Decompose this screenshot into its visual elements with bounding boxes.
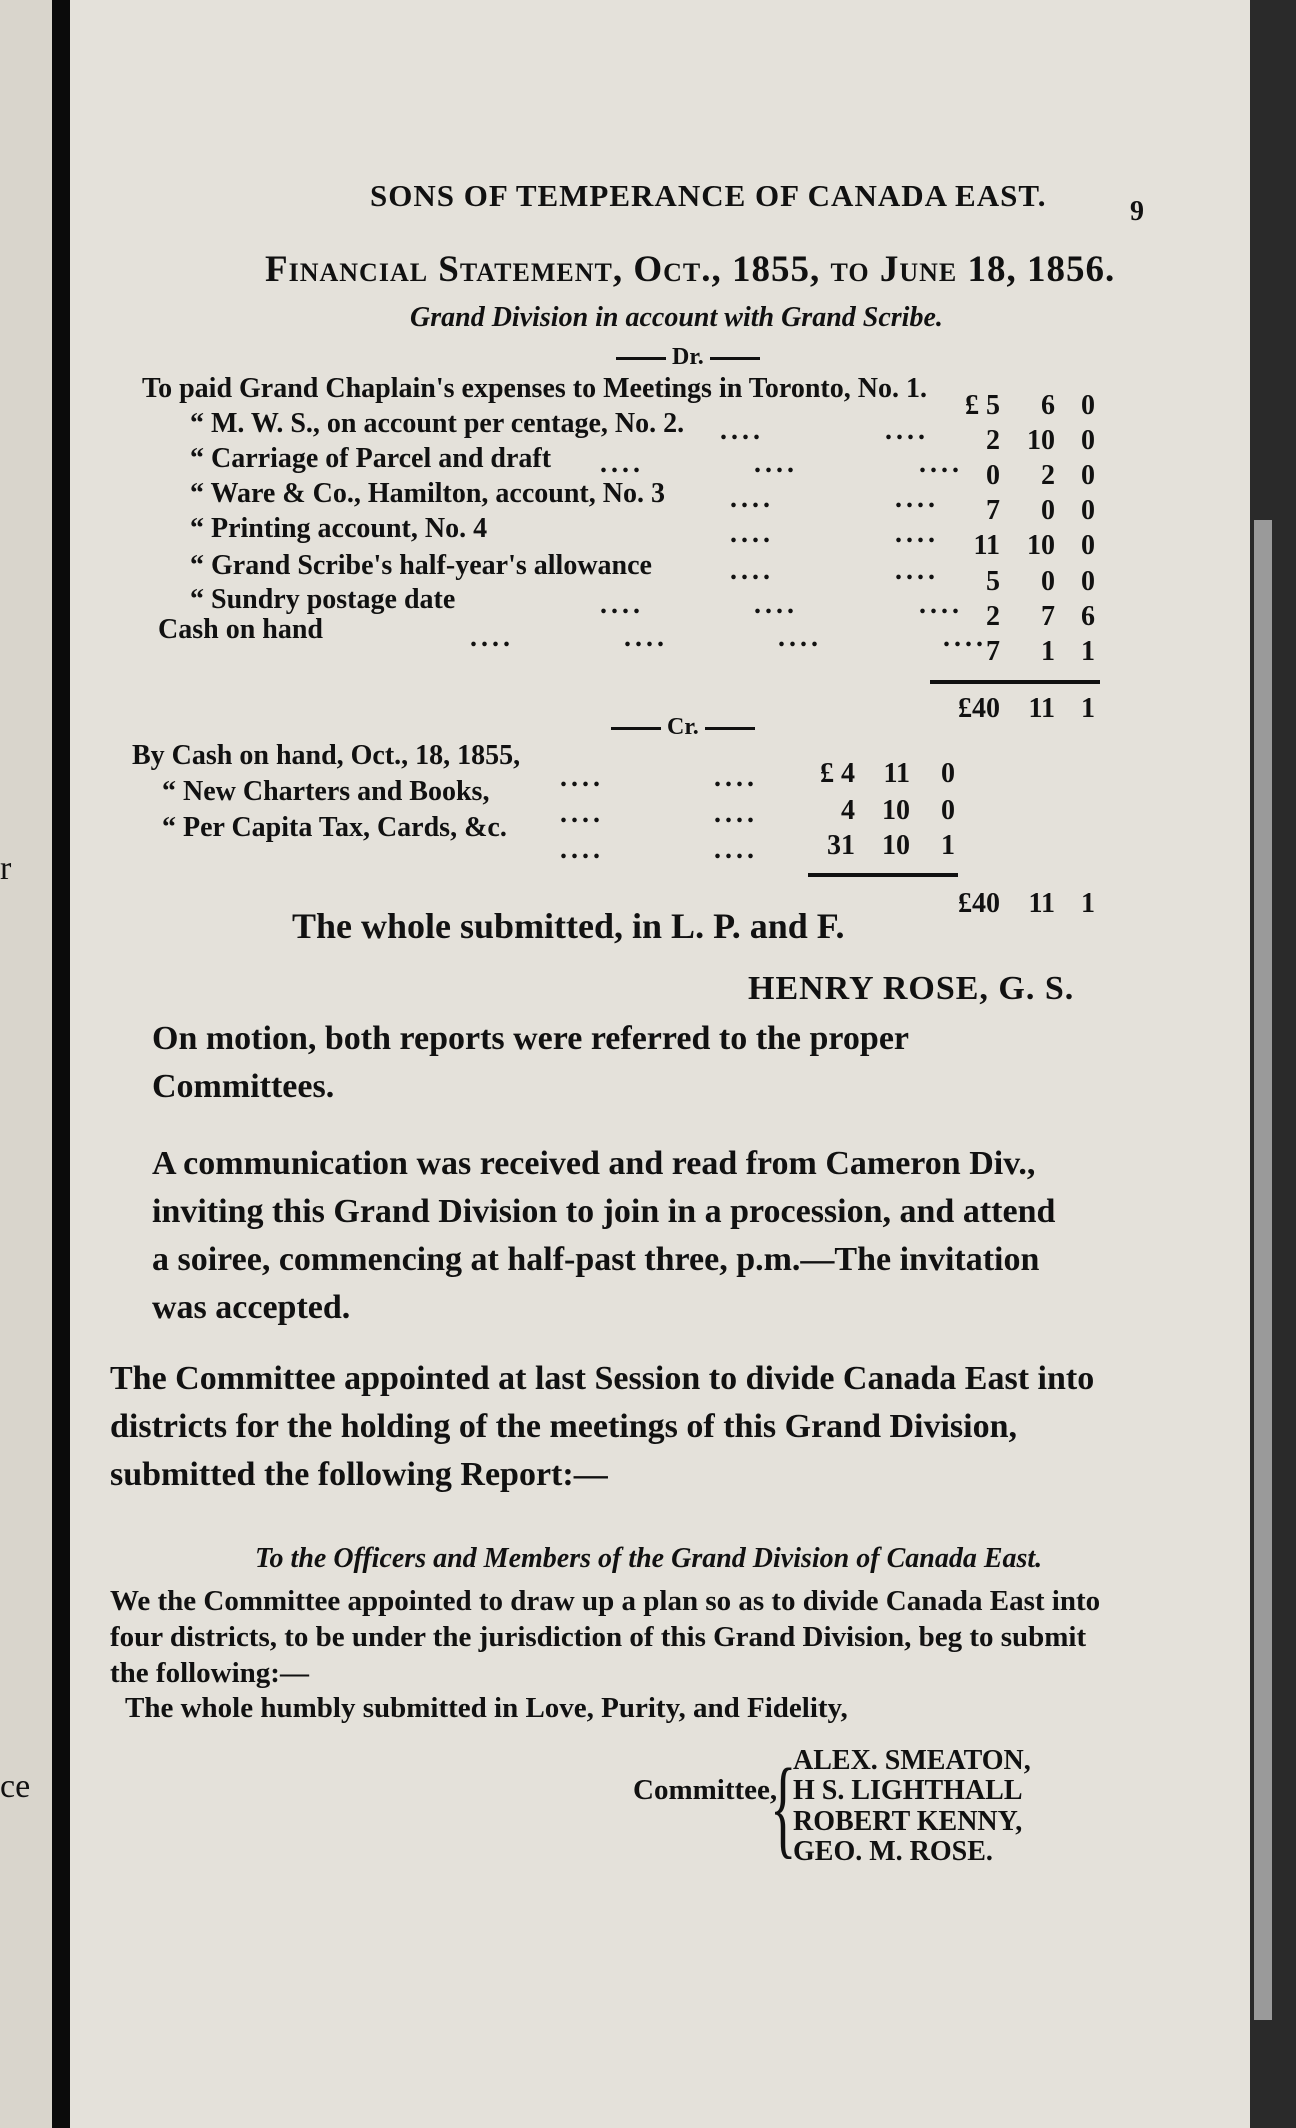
debit-row-desc: Cash on hand (158, 614, 323, 645)
paragraph: On motion, both reports were referred to the proper Committees. (152, 1020, 909, 1105)
debit-pounds: 2 (986, 425, 1000, 456)
credit-total-pounds: £40 (958, 888, 1000, 919)
debit-label (610, 344, 766, 371)
credit-shillings: 10 (882, 830, 910, 861)
leader-dots: .... .... (560, 798, 758, 829)
credit-pounds: 31 (827, 830, 855, 861)
debit-total-pounds: £40 (958, 693, 1000, 724)
credit-pence: 0 (941, 795, 955, 826)
credit-pounds: 4 (841, 795, 855, 826)
dash-rule (705, 727, 755, 730)
debit-pounds: 11 (973, 530, 1000, 561)
committee-member: ROBERT KENNY, (793, 1806, 1023, 1837)
brace-glyph: { (770, 1746, 797, 1868)
debit-pounds: 5 (986, 566, 1000, 597)
margin-fragment: ce (0, 1768, 31, 1805)
book-page (70, 0, 1250, 2128)
report-closing: The whole humbly submitted in Love, Purity, and Fidelity, (125, 1692, 848, 1724)
report-body: We the Committee appointed to draw up a plan so as to divide Canada East into four districts, to be under the jurisdiction of this Grand Division, beg to submit the following:— (110, 1585, 1101, 1689)
debit-total-shillings: 11 (1028, 693, 1055, 724)
debit-pence: 0 (1081, 425, 1095, 456)
debit-pence: 0 (1081, 460, 1095, 491)
debit-shillings: 0 (1041, 495, 1055, 526)
debit-pounds: 7 (986, 495, 1000, 526)
debit-pounds: 0 (986, 460, 1000, 491)
leader-dots: .... .... (560, 834, 758, 865)
debit-shillings: 10 (1027, 425, 1055, 456)
debit-pence: 0 (1081, 495, 1095, 526)
signoff-line: The whole submitted, in L. P. and F. (292, 906, 845, 946)
page-number: 9 (1130, 196, 1144, 227)
statement-title: Financial Statement, Oct., 1855, to June 18, 1856. (265, 249, 1116, 290)
committee-member: ALEX. SMEATON, (793, 1745, 1031, 1776)
credit-pence: 0 (941, 758, 955, 789)
leader-dots: .... .... (730, 555, 939, 586)
debit-row-desc: “ Printing account, No. 4 (190, 513, 488, 544)
debit-pence: 1 (1081, 636, 1095, 667)
debit-pounds: £ 5 (965, 390, 1000, 421)
credit-total-shillings: 11 (1028, 888, 1055, 919)
debit-shillings: 7 (1041, 601, 1055, 632)
credit-shillings: 11 (883, 758, 910, 789)
debit-shillings: 6 (1041, 390, 1055, 421)
paragraph: A communication was received and read from Cameron Div., inviting this Grand Division to join in a procession, and attend a soiree, commencing at half-past three, p.m.—The invitation was accepted. (152, 1145, 1056, 1326)
running-head: SONS OF TEMPERANCE OF CANADA EAST. (370, 178, 1047, 213)
debit-pence: 0 (1081, 566, 1095, 597)
debit-shillings: 0 (1041, 566, 1055, 597)
debit-row-desc: To paid Grand Chaplain's expenses to Meetings in Toronto, No. 1. (142, 373, 927, 404)
leader-dots: .... .... .... .... (470, 622, 987, 653)
leader-dots: .... .... (730, 518, 939, 549)
debit-shillings: 1 (1041, 636, 1055, 667)
credit-label (605, 714, 761, 741)
dash-rule (611, 727, 661, 730)
author-signature: HENRY ROSE, G. S. (748, 970, 1075, 1007)
leader-dots: .... .... (560, 762, 758, 793)
debit-row-desc: “ M. W. S., on account per centage, No. 2. (190, 408, 685, 439)
credit-pounds: £ 4 (820, 758, 855, 789)
leader-dots: .... .... .... (600, 589, 963, 620)
credit-shillings: 10 (882, 795, 910, 826)
dash-rule (710, 357, 760, 360)
report-heading: To the Officers and Members of the Grand Division of Canada East. (255, 1543, 1043, 1574)
leader-dots: .... .... (720, 415, 929, 446)
debit-row-desc: “ Grand Scribe's half-year's allowance (190, 550, 652, 581)
leader-dots: .... .... (730, 483, 939, 514)
debit-row-desc: “ Carriage of Parcel and draft (190, 443, 552, 474)
committee-member: GEO. M. ROSE. (793, 1836, 993, 1867)
debit-total-pence: 1 (1081, 693, 1095, 724)
debit-pounds: 2 (986, 601, 1000, 632)
committee-label: Committee, (633, 1774, 778, 1806)
debit-shillings: 2 (1041, 460, 1055, 491)
debit-row-desc: “ Ware & Co., Hamilton, account, No. 3 (190, 478, 665, 509)
debit-label-text: Dr. (672, 344, 704, 370)
adjacent-page-sliver (0, 0, 52, 2128)
debit-pence: 6 (1081, 601, 1095, 632)
page-edge-band (1254, 520, 1272, 2020)
debit-row-desc: “ Sundry postage date (190, 584, 456, 615)
debit-pounds: 7 (986, 636, 1000, 667)
debit-shillings: 10 (1027, 530, 1055, 561)
margin-fragment: r (0, 850, 12, 887)
debit-pence: 0 (1081, 530, 1095, 561)
credit-label-text: Cr. (667, 714, 699, 740)
committee-member: H S. LIGHTHALL (793, 1775, 1023, 1806)
statement-subtitle: Grand Division in account with Grand Scribe. (410, 302, 943, 333)
page-edge (1250, 0, 1296, 2128)
dash-rule (616, 357, 666, 360)
credit-pence: 1 (941, 830, 955, 861)
leader-dots: .... .... .... (600, 448, 963, 479)
credit-row-desc: By Cash on hand, Oct., 18, 1855, (132, 740, 521, 771)
sum-rule (808, 873, 958, 877)
sum-rule (930, 680, 1100, 684)
credit-row-desc: “ Per Capita Tax, Cards, &c. (162, 812, 507, 843)
credit-row-desc: “ New Charters and Books, (162, 776, 490, 807)
debit-pence: 0 (1081, 390, 1095, 421)
credit-total-pence: 1 (1081, 888, 1095, 919)
paragraph: The Committee appointed at last Session to divide Canada East into districts for the holding of the meetings of this Grand Division, submitted the following Report:— (110, 1360, 1095, 1493)
